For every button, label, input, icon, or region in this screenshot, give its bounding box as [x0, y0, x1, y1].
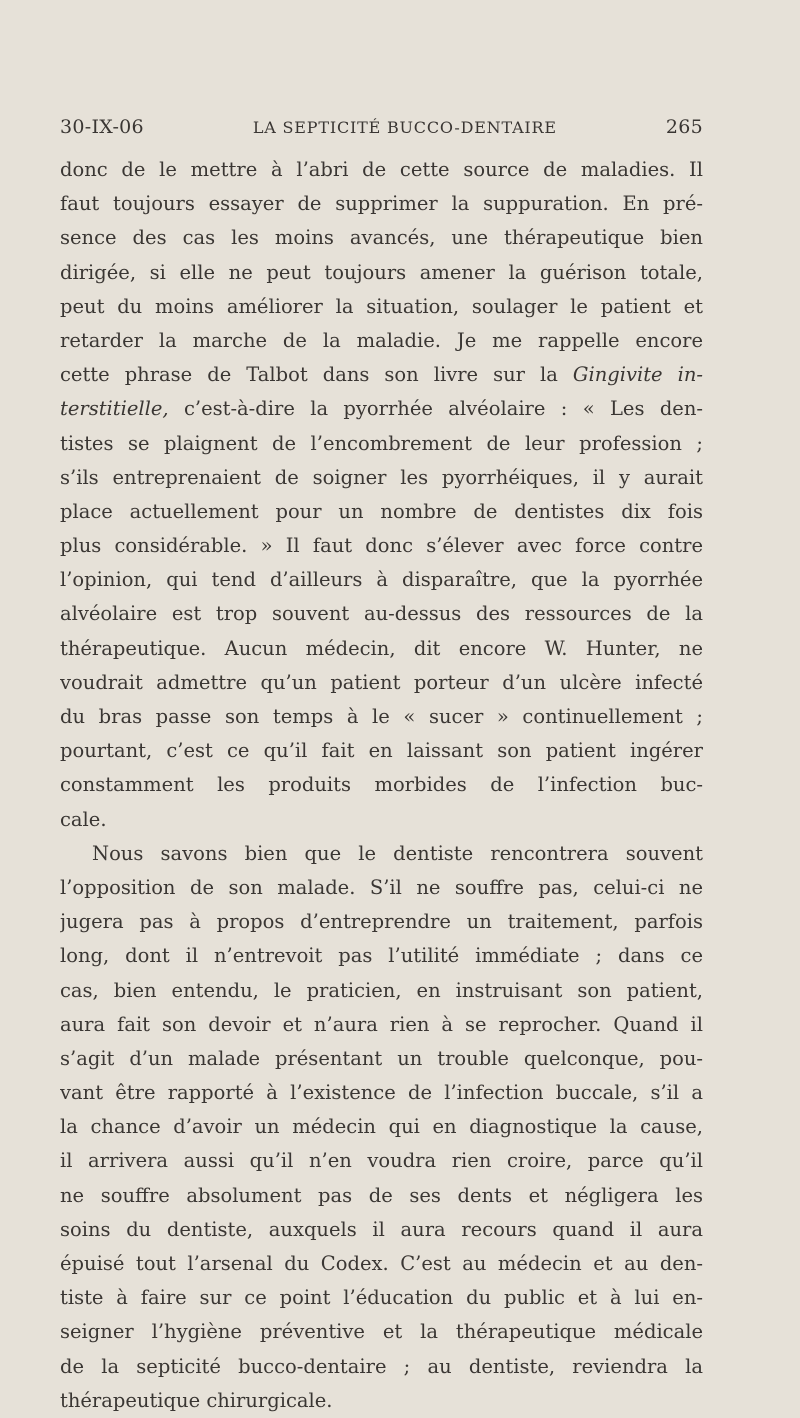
text-line: cas, bien entendu, le praticien, en instruisant son patient, [60, 978, 703, 1002]
text-line: il arrivera aussi qu’il n’en voudra rien croire, parce qu’il [60, 1149, 703, 1173]
text-segment: cette phrase de Talbot dans son livre sur la [60, 363, 573, 387]
text-line: épuisé tout l’arsenal du Codex. C’est au médecin et au den- [60, 1252, 703, 1275]
text-line: s’ils entreprenaient de soigner les pyorrhéiques, il y aurait [60, 465, 703, 489]
text-line: cale. [60, 807, 107, 831]
header-date: 30-IX-06 [60, 116, 144, 138]
text-line: sence des cas les moins avancés, une thérapeutique bien [60, 226, 703, 250]
text-line: plus considérable. » Il faut donc s’élever avec force contre [60, 534, 703, 558]
text-line: vant être rapporté à l’existence de l’infection buccale, s’il a [60, 1081, 703, 1105]
text-line: retarder la marche de la maladie. Je me rappelle encore [60, 328, 703, 352]
text-line: la chance d’avoir un médecin qui en diagnostique la cause, [60, 1115, 703, 1139]
text-line: tistes se plaignent de l’encombrement de leur profession ; [60, 431, 703, 455]
text-line: l’opinion, qui tend d’ailleurs à disparaître, que la pyorrhée [60, 568, 703, 592]
running-head [60, 116, 703, 146]
text-line [60, 358, 703, 392]
text-line: tiste à faire sur ce point l’éducation du public et à lui en- [60, 1286, 703, 1310]
body-text [60, 153, 703, 1418]
text-line: Nous savons bien que le dentiste rencontrera souvent [92, 841, 703, 865]
text-line: peut du moins améliorer la situation, soulager le patient et [60, 294, 703, 318]
text-line: seigner l’hygiène préventive et la thérapeutique médicale [60, 1320, 703, 1344]
text-line: s’agit d’un malade présentant un trouble quelconque, pou- [60, 1046, 703, 1070]
text-line: donc de le mettre à l’abri de cette source de maladies. Il [60, 158, 703, 181]
text-line: de la septicité bucco-dentaire ; au dentiste, reviendra la [60, 1354, 703, 1378]
text-line: aura fait son devoir et n’aura rien à se reprocher. Quand il [60, 1012, 703, 1036]
text-line: place actuellement pour un nombre de dentistes dix fois [60, 499, 703, 523]
text-line: jugera pas à propos d’entreprendre un traitement, parfois [60, 910, 703, 934]
text-line: pourtant, c’est ce qu’il fait en laissant son patient ingérer [60, 739, 703, 763]
text-line: constamment les produits morbides de l’infection buc- [60, 773, 703, 797]
text-line: dirigée, si elle ne peut toujours amener la guérison totale, [60, 260, 703, 284]
text-line: thérapeutique. Aucun médecin, dit encore W. Hunter, ne [60, 636, 703, 660]
paragraph-1 [60, 153, 703, 837]
text-segment: c’est-à-dire la pyorrhée alvéolaire : « Les den- [183, 397, 703, 421]
paragraph-2 [60, 837, 703, 1418]
italic-title: Gingivite in- [572, 363, 703, 387]
page-number: 265 [665, 116, 703, 138]
text-line [60, 392, 703, 426]
text-line: alvéolaire est trop souvent au-dessus des ressources de la [60, 602, 703, 626]
header-title: LA SEPTICITÉ BUCCO-DENTAIRE [252, 118, 557, 137]
text-line: l’opposition de son malade. S’il ne souffre pas, celui-ci ne [60, 875, 703, 899]
text-line: ne souffre absolument pas de ses dents et négligera les [60, 1183, 703, 1207]
text-line: faut toujours essayer de supprimer la suppuration. En pré- [60, 192, 703, 216]
text-line: soins du dentiste, auxquels il aura recours quand il aura [60, 1217, 703, 1241]
text-line: long, dont il n’entrevoit pas l’utilité immédiate ; dans ce [60, 944, 703, 968]
text-line: thérapeutique chirurgicale. [60, 1388, 333, 1412]
italic-title: terstitielle, [60, 397, 169, 421]
text-line: voudrait admettre qu’un patient porteur d’un ulcère infecté [60, 670, 703, 694]
text-line: du bras passe son temps à le « sucer » continuellement ; [60, 705, 703, 728]
